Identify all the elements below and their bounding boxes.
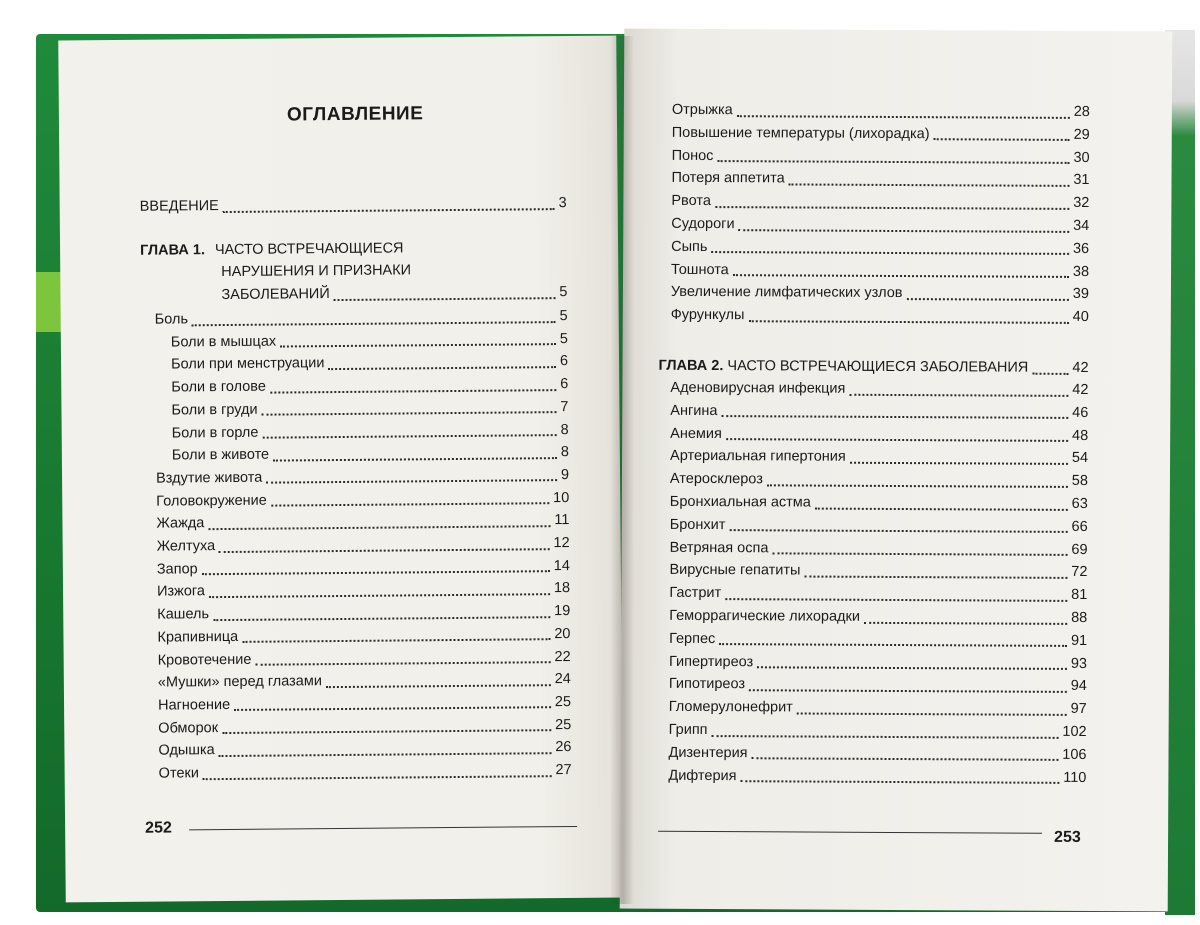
toc-entry-page: 58: [1071, 473, 1088, 490]
toc-entry-page: 72: [1071, 564, 1088, 581]
toc-entry[interactable]: [669, 630, 1087, 650]
toc-entry[interactable]: [668, 744, 1086, 764]
toc-entry-page: 3: [558, 195, 567, 212]
chapter1-heading[interactable]: [140, 239, 404, 259]
footer-rule: [658, 831, 1042, 834]
leader-dots: [262, 410, 557, 416]
toc-entry-label: «Мушки» перед глазами: [157, 673, 322, 691]
page-title: ОГЛАВЛЕНИЕ: [286, 103, 424, 126]
footer-rule: [189, 826, 577, 830]
toc-entry-page: 93: [1070, 655, 1088, 672]
toc-entry-page: 46: [1072, 404, 1089, 421]
toc-entry-label: Крапивница: [157, 628, 239, 646]
leader-dots: [334, 296, 556, 301]
leader-dots: [717, 159, 1069, 164]
leader-dots: [726, 437, 1068, 442]
toc-entry[interactable]: [158, 670, 571, 692]
book-gutter-shadow: [610, 36, 634, 904]
toc-entry[interactable]: [671, 260, 1089, 280]
toc-entry-label: Отеки: [158, 765, 199, 782]
toc-entry[interactable]: [157, 534, 570, 556]
right-page: [620, 29, 1173, 912]
leader-dots: [711, 250, 1069, 255]
toc-entry-page: 22: [554, 648, 571, 665]
leader-dots: [203, 774, 552, 780]
leader-dots: [192, 320, 556, 326]
toc-entry-label: Дизентерия: [668, 744, 748, 762]
toc-entry-page: 54: [1071, 450, 1089, 467]
toc-entry-label: ВВЕДЕНИЕ: [139, 198, 219, 215]
toc-entry-page: 27: [555, 761, 572, 779]
toc-entry-label: Запор: [156, 560, 198, 578]
toc-entry-label: Боль: [154, 311, 189, 328]
page-number: 252: [145, 819, 172, 837]
toc-entry-page: 26: [555, 739, 572, 756]
toc-entry-label: Гипотиреоз: [668, 676, 746, 693]
leader-dots: [329, 365, 557, 370]
toc-entry[interactable]: [172, 443, 569, 464]
toc-entry-page: 8: [560, 421, 569, 438]
leader-dots: [772, 551, 1067, 556]
chapter1-title-line3[interactable]: [221, 283, 567, 304]
toc-entry-label: Головокружение: [156, 492, 267, 510]
toc-entry-label: Повышение температуры (лихорадка): [671, 124, 930, 142]
leader-dots: [934, 137, 1070, 141]
toc-entry-label: Нагноение: [157, 696, 231, 714]
toc-entry[interactable]: [172, 421, 569, 442]
toc-entry[interactable]: [156, 511, 569, 533]
toc-entry-page: 18: [553, 580, 571, 597]
toc-entry[interactable]: [171, 398, 568, 419]
toc-entry[interactable]: [159, 761, 572, 783]
leader-dots: [712, 734, 1059, 739]
toc-entry-label: Боли в животе: [171, 446, 270, 464]
leader-dots: [280, 342, 556, 347]
toc-entry-page: 11: [554, 512, 570, 529]
toc-entry-page: 12: [553, 535, 570, 552]
leader-dots: [271, 501, 549, 506]
chapter-title-line1: ЧАСТО ВСТРЕЧАЮЩИЕСЯ: [214, 240, 404, 259]
leader-dots: [748, 319, 1068, 324]
leader-dots: [223, 207, 555, 213]
leader-dots: [729, 528, 1067, 533]
toc-entry-page: 30: [1073, 149, 1090, 166]
toc-entry-label: Боли при менструации: [171, 355, 325, 373]
toc-entry[interactable]: [171, 352, 568, 373]
toc-entry-page: 94: [1070, 678, 1087, 695]
toc-entry-label: Фурункулы: [670, 307, 745, 324]
toc-entry[interactable]: [158, 648, 571, 670]
toc-entry-label: Бронхит: [669, 516, 726, 533]
leader-dots: [767, 483, 1068, 488]
toc-entry[interactable]: [672, 101, 1090, 121]
toc-entry-page: 81: [1071, 587, 1088, 604]
toc-entry-page: 20: [554, 625, 571, 642]
toc-entry-page: 5: [559, 284, 568, 301]
toc-entry-page: 42: [1072, 359, 1089, 377]
toc-entry-page: 66: [1071, 518, 1088, 535]
toc-entry[interactable]: [670, 424, 1088, 444]
leader-dots: [739, 228, 1070, 233]
chapter-prefix: ГЛАВА 1.: [140, 242, 206, 259]
leader-dots: [219, 547, 549, 553]
toc-entry-page: 63: [1071, 495, 1088, 513]
toc-entry-label: Изжога: [156, 583, 206, 601]
toc-entry-label: Судороги: [671, 215, 735, 233]
chapter-title: ЧАСТО ВСТРЕЧАЮЩИЕСЯ ЗАБОЛЕВАНИЯ: [727, 358, 1029, 376]
toc-entry-label: Потеря аппетита: [671, 170, 785, 187]
leader-dots: [749, 688, 1067, 693]
chapter-heading: [658, 357, 1028, 377]
toc-entry-label: Артериальная гипертония: [670, 448, 846, 466]
toc-entry-label: Дифтерия: [668, 767, 737, 784]
leader-dots: [202, 569, 550, 575]
toc-entry-page: 7: [560, 398, 569, 415]
page-number: 253: [1054, 828, 1081, 846]
leader-dots: [906, 297, 1068, 301]
toc-entry[interactable]: [158, 738, 571, 760]
toc-entry-label: Рвота: [671, 193, 711, 210]
toc-entry-page: 28: [1073, 103, 1090, 121]
toc-entry-label: Отрыжка: [671, 101, 733, 119]
toc-entry[interactable]: [171, 330, 568, 351]
leader-dots: [270, 388, 556, 393]
toc-entry-page: 8: [560, 444, 569, 461]
toc-entry-page: 48: [1072, 427, 1089, 444]
toc-entry-label: Вздутие живота: [156, 469, 263, 487]
toc-entry[interactable]: [669, 561, 1087, 581]
toc-entry[interactable]: [670, 538, 1088, 558]
chapter2-heading[interactable]: [658, 357, 1088, 377]
toc-entry-label: Боли в голове: [171, 378, 266, 396]
leader-dots: [864, 620, 1067, 624]
toc-entry[interactable]: [670, 379, 1088, 399]
left-page: [58, 36, 624, 903]
toc-entry[interactable]: [669, 584, 1087, 604]
toc-entry-page: 9: [560, 466, 570, 483]
toc-entry-page: 102: [1062, 723, 1087, 741]
toc-entry-label: Ветряная оспа: [669, 539, 769, 556]
leader-dots: [733, 273, 1069, 278]
toc-entry-intro[interactable]: [140, 194, 567, 216]
leader-dots: [266, 479, 557, 485]
toc-entry-label: Тошнота: [671, 261, 729, 278]
toc-entry[interactable]: [670, 516, 1088, 536]
right-toc-list-a: [624, 29, 1172, 326]
toc-entry[interactable]: [670, 447, 1088, 467]
toc-entry[interactable]: [157, 557, 570, 579]
toc-entry-page: 25: [554, 693, 572, 711]
toc-entry-label: Одышка: [158, 742, 215, 759]
leader-dots: [789, 182, 1070, 186]
leader-dots: [262, 433, 556, 439]
toc-entry-page: 31: [1073, 172, 1090, 189]
toc-entry[interactable]: [157, 625, 570, 647]
toc-entry-label: Грипп: [668, 721, 708, 739]
toc-entry-page: 106: [1062, 746, 1087, 763]
toc-entry-page: 14: [553, 557, 570, 574]
toc-entry[interactable]: [672, 146, 1090, 166]
toc-entry-label: Гипертиреоз: [668, 653, 754, 670]
leader-dots: [815, 506, 1068, 510]
toc-entry-label: Анемия: [670, 425, 722, 442]
toc-entry-page: 97: [1070, 701, 1087, 718]
toc-entry-label: Сыпь: [671, 238, 708, 255]
toc-entry-page: 6: [560, 376, 569, 393]
toc-entry[interactable]: [671, 238, 1089, 258]
toc-entry-label: Обморок: [158, 719, 219, 737]
chapter-prefix: ГЛАВА 2.: [658, 357, 724, 375]
toc-entry-label: Жажда: [156, 515, 205, 532]
leader-dots: [721, 414, 1068, 419]
leader-dots: [1032, 371, 1068, 374]
toc-entry-label: Боли в горле: [171, 424, 259, 441]
leader-dots: [797, 711, 1067, 715]
toc-entry-label: Бронхиальная астма: [669, 493, 811, 511]
toc-entry-label: Атеросклероз: [669, 471, 763, 488]
toc-entry-page: 88: [1071, 609, 1088, 627]
toc-entry[interactable]: [171, 375, 568, 396]
toc-entry-page: 5: [559, 330, 568, 347]
leader-dots: [219, 751, 552, 757]
toc-entry[interactable]: [155, 307, 568, 329]
toc-entry-label: Аденовирусная инфекция: [670, 379, 846, 397]
toc-entry-page: 24: [554, 671, 571, 688]
leader-dots: [208, 524, 550, 530]
toc-entry[interactable]: [671, 169, 1089, 189]
toc-entry[interactable]: [668, 766, 1086, 786]
leader-dots: [715, 205, 1069, 210]
toc-entry[interactable]: [156, 466, 569, 488]
toc-entry[interactable]: [669, 698, 1087, 718]
toc-entry-label: Боли в мышцах: [170, 333, 277, 351]
toc-entry-label: Понос: [671, 147, 714, 164]
toc-entry[interactable]: [669, 652, 1087, 672]
toc-entry[interactable]: [669, 675, 1087, 695]
leader-dots: [234, 706, 551, 712]
toc-entry[interactable]: [671, 215, 1089, 235]
toc-entry[interactable]: [158, 716, 571, 738]
toc-entry[interactable]: [669, 721, 1087, 741]
toc-entry-page: 42: [1072, 381, 1089, 399]
leader-dots: [255, 660, 550, 666]
chapter1-title-line2: НАРУШЕНИЯ И ПРИЗНАКИ: [221, 262, 412, 281]
toc-entry[interactable]: [671, 306, 1089, 326]
leader-dots: [209, 592, 550, 598]
leader-dots: [326, 683, 551, 688]
toc-entry[interactable]: [158, 693, 571, 715]
toc-entry-page: 40: [1072, 309, 1089, 326]
toc-entry[interactable]: [157, 602, 570, 624]
toc-entry-page: 34: [1073, 217, 1090, 235]
leader-dots: [719, 642, 1067, 647]
toc-entry[interactable]: [670, 402, 1088, 422]
toc-entry-page: 91: [1070, 632, 1088, 649]
toc-entry-page: 5: [559, 308, 568, 325]
toc-entry[interactable]: [156, 489, 569, 511]
toc-entry-label: Кашель: [157, 606, 210, 623]
toc-entry-page: 6: [559, 353, 569, 370]
leader-dots: [273, 456, 557, 461]
toc-entry[interactable]: [671, 283, 1089, 303]
toc-entry-label: Вирусные гепатиты: [669, 562, 801, 579]
toc-entry-label: Ангина: [670, 402, 718, 419]
leader-dots: [752, 757, 1059, 762]
toc-entry-label: Кровотечение: [157, 651, 252, 669]
toc-entry[interactable]: [672, 124, 1090, 144]
toc-entry-page: 39: [1072, 286, 1089, 303]
toc-entry[interactable]: [157, 579, 570, 601]
toc-entry-page: 69: [1071, 541, 1088, 558]
toc-entry-label: Увеличение лимфатических узлов: [670, 284, 903, 302]
toc-entry-label: Герпес: [669, 630, 716, 647]
leader-dots: [725, 597, 1067, 602]
leader-dots: [213, 615, 550, 621]
toc-entry-label: Геморрагические лихорадки: [669, 607, 860, 625]
toc-entry-page: 29: [1073, 126, 1090, 143]
chapter-title-line3: ЗАБОЛЕВАНИЙ: [221, 286, 330, 304]
toc-entry-label: Боли в груди: [171, 401, 258, 419]
toc-entry-page: 25: [555, 716, 572, 733]
toc-entry[interactable]: [670, 493, 1088, 513]
toc-entry-page: 19: [554, 603, 571, 620]
toc-entry-label: Гломерулонефрит: [668, 699, 793, 716]
toc-entry[interactable]: [669, 607, 1087, 627]
leader-dots: [849, 392, 1068, 396]
toc-entry[interactable]: [670, 470, 1088, 490]
leader-dots: [850, 461, 1068, 465]
leader-dots: [740, 779, 1059, 784]
toc-entry-page: 10: [553, 489, 570, 506]
leader-dots: [757, 665, 1067, 670]
toc-entry-page: 38: [1072, 263, 1090, 280]
leader-dots: [222, 728, 551, 734]
leader-dots: [242, 637, 550, 643]
toc-entry-label: Гастрит: [669, 585, 722, 602]
toc-entry-page: 36: [1072, 240, 1090, 257]
leader-dots: [804, 574, 1067, 578]
toc-entry-label: Желтуха: [156, 538, 216, 555]
leader-dots: [737, 114, 1070, 119]
toc-entry-page: 32: [1073, 195, 1090, 212]
toc-entry[interactable]: [671, 192, 1089, 212]
toc-entry-page: 110: [1063, 769, 1087, 786]
